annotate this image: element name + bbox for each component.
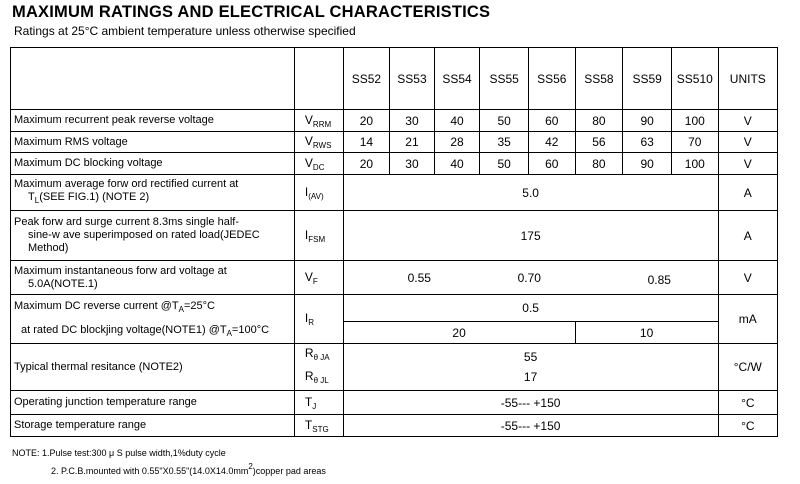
header-blank (11, 48, 295, 110)
row-desc: Storage temperature range (11, 415, 295, 437)
row-desc: Maximum DC blocking voltage (11, 153, 295, 175)
table-row (11, 261, 778, 295)
row-desc: at rated DC blockjing voltage(NOTE1) $@T_A=100^\circ C$ (11, 322, 295, 344)
value-cell: 90 (623, 153, 672, 175)
model-ss58: SS58 (575, 48, 623, 110)
value-cell: 20 (343, 153, 390, 175)
unit-cell: V (718, 153, 777, 175)
value-cell: 90 (623, 110, 672, 132)
table-row (11, 295, 778, 322)
model-ss53: SS53 (390, 48, 434, 110)
row-symbol: $V_{RRM}$ (294, 110, 343, 132)
value-cell: 60 (528, 153, 575, 175)
row-symbol: $I_{(AV)}$ (294, 175, 343, 211)
table-row (11, 391, 778, 415)
unit-cell: °C (718, 415, 777, 437)
notes (12, 446, 326, 478)
row-desc: Maximum RMS voltage (11, 132, 295, 153)
value-cell: 40 (434, 110, 480, 132)
row-symbol: $V_{RWS}$ (294, 132, 343, 153)
page-title: MAXIMUM RATINGS AND ELECTRICAL CHARACTERISTICS (12, 3, 491, 21)
row-symbol: $R_{\theta JA}$ $R_{\theta JL}$ (294, 344, 343, 391)
value-cell: 50 (480, 153, 529, 175)
unit-cell: V (718, 261, 777, 295)
row-desc: Maximum DC reverse current $@T_A=25^\circ C$ (11, 295, 295, 322)
value-cell: 42 (528, 132, 575, 153)
row-desc: Typical thermal resitance (NOTE2) (11, 344, 295, 391)
value-cell: 80 (575, 153, 623, 175)
value-cell: 63 (623, 132, 672, 153)
value-cell: 20 (343, 110, 390, 132)
vf-values (343, 261, 718, 295)
model-ss55: SS55 (480, 48, 529, 110)
note-1: NOTE: 1.Pulse test:300 μ S pulse width,1%duty cycle (12, 448, 226, 458)
value-cell: 100 (671, 110, 718, 132)
row-symbol: $I_{FSM}$ (294, 211, 343, 261)
value-cell: 14 (343, 132, 390, 153)
ratings-table (10, 47, 778, 437)
vf-value-low: 0.55 (407, 270, 431, 285)
vf-value-high: 0.85 (647, 272, 671, 287)
row-symbol: $V_{DC}$ (294, 153, 343, 175)
header-row (11, 48, 778, 110)
value-cell: 21 (390, 132, 434, 153)
value-cell: 10 (575, 322, 718, 344)
table-row (11, 211, 778, 261)
row-desc: Maximum average forw ord rectified current at $T_L(SEE$ FIG.1) (NOTE 2) (11, 175, 295, 211)
value-cell: 60 (528, 110, 575, 132)
row-desc: Peak forw ard surge current 8.3ms single half- sine-w ave superimposed on rated load(JEDEC Method) (11, 211, 295, 261)
value-cell: 175 (343, 211, 718, 261)
row-symbol: $T_{STG}$ (294, 415, 343, 437)
vf-value-mid: 0.70 (517, 270, 541, 285)
value-cell: 30 (390, 110, 434, 132)
value-cell: 56 (575, 132, 623, 153)
value-cell: 55 17 (343, 344, 718, 391)
value-cell: 35 (480, 132, 529, 153)
unit-cell: V (718, 110, 777, 132)
note-2: 2. P.C.B.mounted with $0.55"X0.55"(14.0X14.0mm^2)copper$ pad areas (51, 462, 326, 476)
table-row (11, 110, 778, 132)
table-row (11, 153, 778, 175)
model-ss54: SS54 (434, 48, 480, 110)
value-cell: 28 (434, 132, 480, 153)
units-header: UNITS (718, 48, 777, 110)
table-row (11, 175, 778, 211)
row-desc: Maximum recurrent peak reverse voltage (11, 110, 295, 132)
row-symbol: $T_J$ (294, 391, 343, 415)
row-desc: Maximum instantaneous forw ard voltage at 5.0A(NOTE.1) (11, 261, 295, 295)
value-cell: 40 (434, 153, 480, 175)
page-subtitle: Ratings at 25°C ambient temperature unless otherwise specified (14, 24, 356, 38)
table-row (11, 415, 778, 437)
unit-cell: mA (718, 295, 777, 344)
value-cell: 20 (343, 322, 575, 344)
value-cell: 50 (480, 110, 529, 132)
value-cell: 5.0 (343, 175, 718, 211)
model-ss510: SS510 (671, 48, 718, 110)
value-cell: 0.5 (343, 295, 718, 322)
unit-cell: A (718, 175, 777, 211)
value-cell: -55--- +150 (343, 415, 718, 437)
value-cell: -55--- +150 (343, 391, 718, 415)
value-cell: 100 (671, 153, 718, 175)
model-ss59: SS59 (623, 48, 672, 110)
table-row (11, 132, 778, 153)
row-symbol: $I_R$ (294, 295, 343, 344)
unit-cell: °C/W (718, 344, 777, 391)
row-desc: Operating junction temperature range (11, 391, 295, 415)
table-row (11, 344, 778, 391)
unit-cell: V (718, 132, 777, 153)
model-ss56: SS56 (528, 48, 575, 110)
table-row (11, 322, 778, 344)
unit-cell: A (718, 211, 777, 261)
model-ss52: SS52 (343, 48, 390, 110)
value-cell: 30 (390, 153, 434, 175)
value-cell: 70 (671, 132, 718, 153)
header-symbol-blank (294, 48, 343, 110)
value-cell: 80 (575, 110, 623, 132)
unit-cell: °C (718, 391, 777, 415)
row-symbol: $V_F$ (294, 261, 343, 295)
